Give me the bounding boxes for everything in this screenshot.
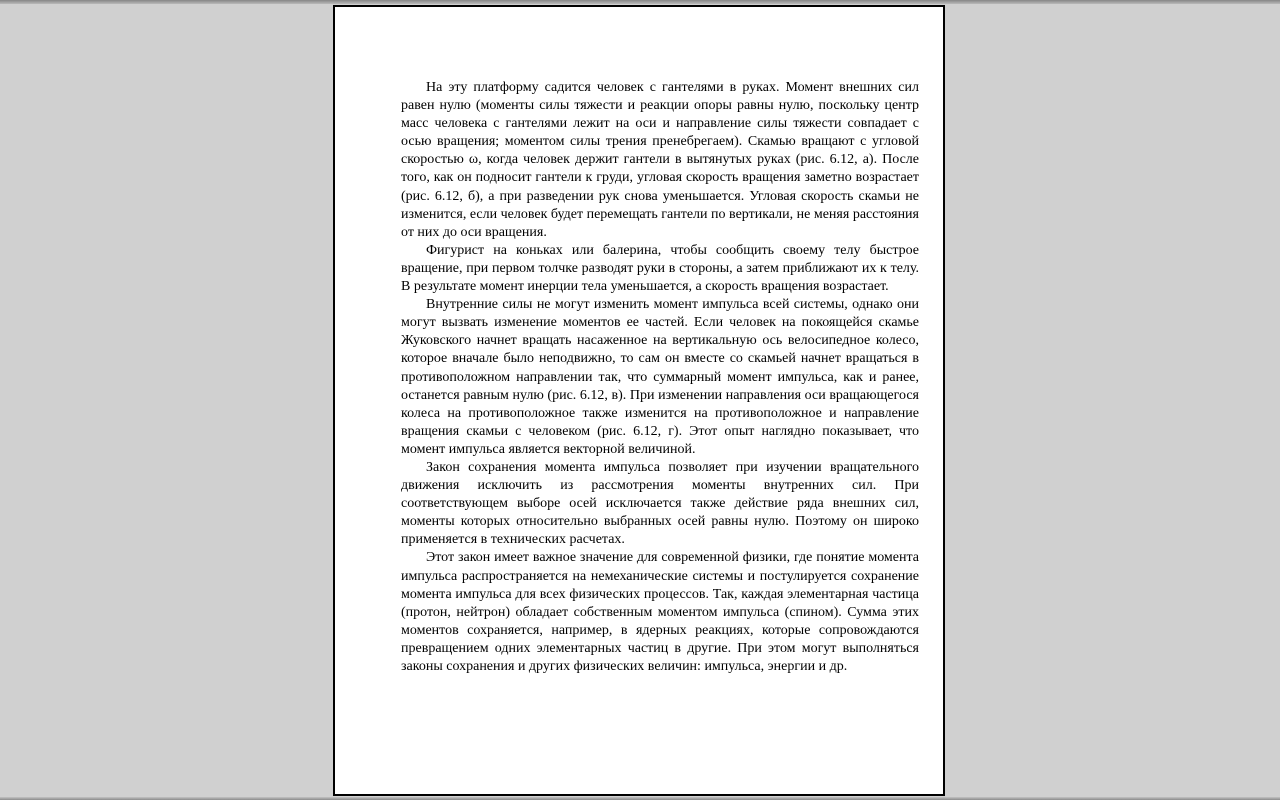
paragraph-internal-forces: Внутренние силы не могут изменить момент импульса всей системы, однако они могут вызвать изменение моментов ее частей. Если человек на покоящейся скамье Жуковского начнет вращать насаженное на вертикальную ось велосипедное колесо, которое вначале было неподвижно, то сам он вместе со скамьей начнет вращаться в противоположном направлении так, что суммарный момент импульса, как и ранее, останется равным нулю (рис. 6.12, в). При изменении направления оси вращающегося колеса на противоположное также изменится на противоположное и направление вращения скамьи с человеком (рис. 6.12, г). Этот опыт наглядно показывает, что момент импульса является векторной величиной. <box>401 297 919 457</box>
document-page <box>333 5 945 796</box>
window-top-edge <box>0 0 1280 4</box>
paragraph-modern-physics: Этот закон имеет важное значение для современной физики, где понятие момента импульса распространяется на немеханические системы и постулируется сохранение момента импульса для всех физических процессов. Так, каждая элементарная частица (протон, нейтрон) обладает собственным моментом импульса (спином). Сумма этих моментов сохраняется, например, в ядерных реакциях, которые сопровождаются превращением одних элементарных частиц в другие. При этом могут выполняться законы сохранения и других физических величин: импульса, энергии и др. <box>401 550 919 674</box>
paragraph-conservation-law: Закон сохранения момента импульса позволяет при изучении вращательного движения исключить из рассмотрения моменты внутренних сил. При соответствующем выборе осей исключается также действие ряда внешних сил, моменты которых относительно выбранных осей равны нулю. Поэтому он широко применяется в технических расчетах. <box>401 459 919 548</box>
paragraph-skater-ballerina: Фигурист на коньках или балерина, чтобы сообщить своему телу быстрое вращение, при первом толчке разводят руки в стороны, а затем приближают их к телу. В результате момент инерции тела уменьшается, а скорость вращения возрастает. <box>401 242 919 295</box>
paragraph-platform-person: На эту платформу садится человек с гантелями в руках. Момент внешних сил равен нулю (моменты силы тяжести и реакции опоры равны нулю, поскольку центр масс человека с гантелями лежит на оси и направление силы тяжести совпадает с осью вращения; моментом силы трения пренебрегаем). Скамью вращают с угловой скоростью ω, когда человек держит гантели в вытянутых руках (рис. 6.12, а). После того, как он подносит гантели к груди, угловая скорость вращения заметно возрастает (рис. 6.12, б), а при разведении рук снова уменьшается. Угловая скорость скамьи не изменится, если человек будет перемещать гантели по вертикали, не меняя расстояния от них до оси вращения. <box>401 80 919 240</box>
page-text-block <box>401 79 919 676</box>
